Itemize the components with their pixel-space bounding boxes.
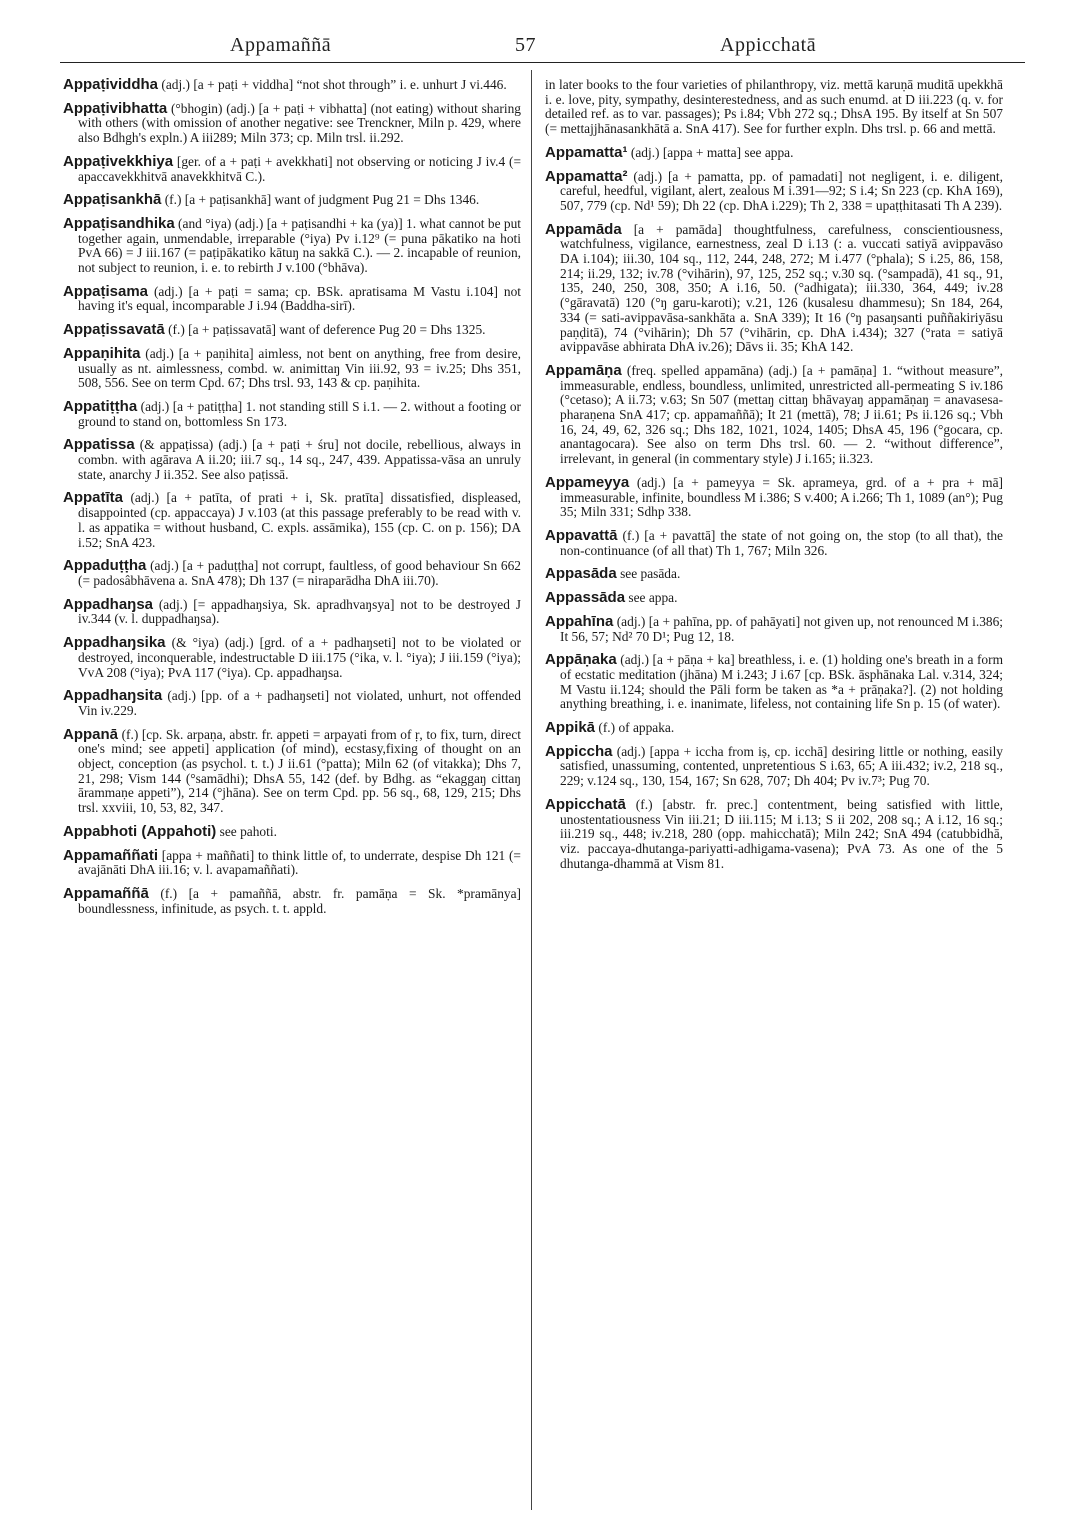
entry-headword: Appaṭivibhatta	[63, 99, 168, 117]
entry-definition: (adj.) [a + paṇihita] aimless, not bent on anything, free from desire, usually as nt. aimlessness, combd. w. animittaŋ Vin iii.92, 93 = iv.25; Dhs 351, 508, 556. See on term Cpd. 67; Dhs trsl. 93, 143 & cp. paṇihita.	[78, 345, 521, 391]
left-column	[63, 78, 521, 925]
entry-definition: [ger. of a + paṭi + avekkhati] not observing or noticing J iv.4 (= apaccavekkhitvā anavekkhitvā C.).	[78, 153, 521, 184]
entry-definition: (adj.) [a + pāṇa + ka] breathless, i. e. (1) holding one's breath in a form of ecstatic meditation (jhāna) M i.243; J i.67 [cp. BSk. āsphānaka Lal. v.314, 324; M Vastu ii.124; should the Pāli form be taken as *a + prāṇaka?]. (2) not holding anything breathing, i. e. inanimate, lifeless, not containing life Sn p. 15 (of water).	[560, 652, 1003, 712]
entry-headword: Appamaññā	[63, 884, 149, 902]
entry-definition: (adj.) [pp. of a + padhaŋseti] not violated, unhurt, not offended Vin iv.229.	[78, 688, 521, 718]
entry-headword: Appaduṭṭha	[63, 557, 147, 575]
entry-headword: Appamatta¹	[545, 143, 628, 161]
dictionary-entry	[545, 742, 1003, 789]
entry-headword: Appamaññati	[63, 846, 159, 864]
entry-definition: (f.) [a + paṭissavatā] want of deference Pug 20 = Dhs 1325.	[168, 322, 486, 338]
entry-headword: Appicchatā	[545, 795, 626, 813]
dictionary-entry	[63, 282, 521, 314]
entry-definition: (freq. spelled appamāna) (adj.) [a + pamāṇa] 1. “without measure”, immeasurable, endless, boundless, unlimited, unrestricted all-permeating S iv.186 (°cetaso); A ii.73; v.63; Sn 507 (mettaŋ cittaŋ bhāvayaŋ appamāṇaŋ = anavasesa-pharaṇena SnA 417; cp. appamaññā); It 21 (mettā), 78; J ii.61; Ps ii.126 sq.; Vbh 16, 24, 49, 62, 326 sq.; Dhs 182, 1021, 1024, 1405; DhsA 45, 196 (°gocara, cp. anantagocara). See also on term Dhs trsl. 60. — 2. “without difference”, irrelevant, in general (in commentary style) J i.165; ii.323.	[560, 362, 1003, 467]
right-column	[545, 78, 1003, 880]
dictionary-entry	[545, 612, 1003, 644]
entry-headword: Appaṭissavatā	[63, 321, 165, 339]
entry-headword: Appahīna	[545, 612, 614, 630]
entry-headword: Appatīta	[63, 489, 123, 507]
entry-headword: Appiccha	[545, 742, 613, 760]
entry-headword: Appatiṭṭha	[63, 397, 138, 415]
entry-headword: Appadhaŋsa	[63, 595, 154, 613]
entry-definition: (adj.) [a + paṭi + viddha] “not shot through” i. e. unhurt J vi.446.	[161, 77, 507, 92]
entry-headword: Appamāda	[545, 220, 622, 238]
dictionary-entry	[63, 323, 521, 338]
dictionary-entry	[63, 397, 521, 429]
header-left-guide-word: Appamaññā	[230, 34, 332, 56]
entry-definition: in later books to the four varieties of philanthropy, viz. mettā karuṇā muditā upekkhā i. e. love, pity, sympathy, desinterestedness, and as such enumd. at D iii.223 (q. v. for detailed ref. as to var. passages); Ps i.84; Vbh 272 sq.; DhsA 195. By itself at Sn 507 (= mettajjhānasankhātā a. SnA 417). See for further expln. Dhs trsl. p. 66 and mettā.	[545, 77, 1003, 137]
entry-definition: (f.) [cp. Sk. arpaṇa, abstr. fr. appeti = arpayati from of ṛ, to fix, turn, direct one's mind; see appeti] application (of mind), ecstasy,fixing of thought on an object, conception (as psychol. t. t.) J ii.61 (°patta); Miln 62 (of vitakka); Dhs 7, 21, 298; Vism 144 (°samādhi); DhsA 55, 142 (def. by Bdhg. as “ekaggaŋ cittaŋ ārammaṇe appeti”), 214 (°jhāna). See on term Cpd. pp. 56 sq., 68, 129, 215; Dhs trsl. xxviii, 10, 53, 82, 347.	[78, 726, 521, 816]
entry-definition: (adj.) [= appadhaŋsiya, Sk. apradhvaŋsya] not to be destroyed J iv.344 (v. l. duppadhaŋsa).	[78, 596, 521, 627]
entry-definition: (f.) [a + pavattā] the state of not going on, the stop (to all that), the non-continuance (of all that) Th 1, 767; Miln 326.	[560, 527, 1003, 558]
page-number: 57	[515, 34, 536, 56]
dictionary-entry	[545, 721, 1003, 736]
entry-definition: (adj.) [a + paṭi = sama; cp. BSk. apratisama M Vastu i.104] not having it's equal, incomparable J i.94 (Baddha-sirī).	[78, 283, 521, 314]
entry-definition: (adj.) [appa + iccha from iṣ, cp. icchā] desiring little or nothing, easily satisfied, unassuming, contented, unpretentious S i.63, 65; A iii.432; iv.2, 218 sq., 229; v.124 sq., 130, 154, 167; Sn 628, 707; Dh 404; Pv iv.7³; Pug 70.	[560, 743, 1003, 789]
entry-definition: (f.) of appaka.	[598, 720, 675, 736]
dictionary-entry	[63, 99, 521, 146]
entry-definition: (f.) [abstr. fr. prec.] contentment, being satisfied with little, unostentatiousness Vin iii.21; D iii.115; M i.13; S ii 202, 208 sq.; A i.12, 16 sq.; iii.219 sq., 448; iv.218, 280 (opp. mahicchatā); Miln 242; SnA 494 (catubbidhā, viz. paccaya-dhutanga-pariyatti-adhigama-vasena); PvA 73. As one of the 5 dhutanga-dhammā at Vism 81.	[560, 796, 1003, 871]
entry-definition: (& °iya) (adj.) [grd. of a + padhaŋseti] not to be violated or destroyed, inconquerable, indestructable D iii.175 (°ika, v. l. °iya); J iii.159 (°iya); VvA 208 (°iya); PvA 117 (°iya). Cp. appadhaŋsa.	[78, 635, 521, 680]
dictionary-entry	[545, 795, 1003, 872]
entry-headword: Appassāda	[545, 589, 626, 607]
dictionary-entry	[63, 344, 521, 391]
entry-headword: Appanā	[63, 725, 119, 743]
entry-headword: Appamāṇa	[545, 361, 622, 379]
entry-headword: Appaṭisama	[63, 282, 149, 300]
dictionary-entry	[545, 220, 1003, 355]
dictionary-entry	[545, 78, 1003, 137]
dictionary-entry	[63, 214, 521, 276]
entry-definition: (adj.) [a + patīta, of prati + i, Sk. pratīta] dissatisfied, displeased, disappointed (cp. appaccaya) J v.103 (at this passage preferably to be read with v. l. as appatika = without husband, C. expls. assāmika), 155 (cp. C. on p. 156); DA i.52; SnA 423.	[78, 490, 521, 550]
dictionary-entry	[63, 884, 521, 916]
page-header	[60, 34, 1020, 62]
entry-definition: (adj.) [a + pamatta, pp. of pamadati] not negligent, i. e. diligent, careful, heedful, vigilant, alert, zealous M i.391—92; S i.4; Sn 223 (cp. KhA 169), 507, 779 (cp. Nd¹ 59); Dh 22 (cp. DhA i.229); Th 2, 338 = upaṭṭhitasati Th A 239).	[560, 168, 1003, 213]
entry-headword: Appamatta²	[545, 167, 628, 185]
entry-definition: [a + pamāda] thoughtfulness, carefulness, conscientiousness, watchfulness, vigilance, earnestness, zeal D i.13 (: a. vuccati satiyā avippavāso DA i.104); iii.30, 104 sq., 112, 244, 248, 272; M i.477 (°phala); S i.25, 86, 158, 214; ii.29, 132; iv.78 (°vihārin), 97, 125, 252 sq.; v.30 sq. (°sampadā), 41 sq., 91, 135, 240, 250, 308, 350; A i.16, 50. (°adhigata); iii.330, 364, 449; iv.28 (°gāravatā) 120 (°ŋ garu-karoti); v.21, 126 (kusalesu dhammesu); Sn 184, 264, 334 (= sati-avippavāsa-sankhāta a. SnA 339); It 16 (°ŋ pasaŋsanti puññakiriyāsu paṇḍitā), 74 (°vihārin); Dh 57 (°vihārin, cp. DhA i.434); 327 (°rata = satiyā avippavāse abhirata DhA iv.26); Dāvs ii. 35; KhA 142.	[560, 221, 1003, 355]
entry-headword: Appāṇaka	[545, 651, 617, 669]
entry-headword: Appikā	[545, 719, 596, 737]
entry-definition: (adj.) [a + pahīna, pp. of pahāyati] not given up, not renounced M i.386; It 56, 57; Nd² 70 D¹; Pug 12, 18.	[560, 613, 1003, 644]
dictionary-entry	[63, 725, 521, 816]
dictionary-entry	[63, 78, 521, 93]
dictionary-entry	[545, 143, 1003, 161]
dictionary-entry	[545, 361, 1003, 467]
entry-definition: (adj.) [a + patiṭṭha] 1. not standing still S i.1. — 2. without a footing or ground to stand on, bottomless Sn 173.	[78, 398, 521, 429]
dictionary-entry	[63, 152, 521, 184]
entry-definition: see pahoti.	[219, 823, 277, 839]
dictionary-entry	[63, 559, 521, 588]
entry-definition: (f.) [a + pamaññā, abstr. fr. pamāṇa = Sk. *pramānya] boundlessness, infinitude, as psych. t. t. appld.	[78, 885, 521, 916]
dictionary-entry	[63, 846, 521, 878]
dictionary-entry	[545, 473, 1003, 520]
dictionary-entry	[545, 591, 1003, 606]
entry-headword: Appaṭisankhā	[63, 191, 162, 209]
dictionary-entry	[545, 526, 1003, 558]
dictionary-entry	[63, 595, 521, 627]
dictionary-entry	[63, 193, 521, 208]
entry-headword: Appadhaŋsika	[63, 634, 166, 652]
dictionary-entry	[545, 567, 1003, 582]
dictionary-entry	[63, 636, 521, 680]
entry-headword: Appabhoti (Appahoti)	[63, 822, 217, 840]
dictionary-entry	[63, 438, 521, 482]
dictionary-entry	[545, 653, 1003, 712]
column-divider	[531, 70, 532, 1510]
entry-headword: Appaṭividdha	[63, 76, 159, 93]
dictionary-entry	[545, 167, 1003, 214]
dictionary-entry	[63, 491, 521, 550]
entry-headword: Appaṇihita	[63, 344, 141, 362]
entry-definition: see appa.	[628, 590, 678, 606]
entry-definition: [appa + maññati] to think little of, to underrate, despise Dh 121 (= avajānāti DhA iii.16; v. l. avapamaññati).	[78, 847, 521, 878]
entry-definition: see pasāda.	[620, 566, 681, 582]
header-rule	[60, 62, 1025, 63]
entry-definition: (f.) [a + paṭisankhā] want of judgment Pug 21 = Dhs 1346.	[164, 192, 480, 208]
dictionary-entry	[63, 689, 521, 718]
entry-definition: (and °iya) (adj.) [a + paṭisandhi + ka (ya)] 1. what cannot be put together again, unmendable, irreparable (°iya) Pv i.12⁹ (= puna pākatiko na hoti PvA 66) = J iii.167 (= paṭipākatiko kātuŋ na sakkā C.). — 2. incapable of reunion, not subject to reunion, i. e. to rebirth J v.100 (°bhāva).	[78, 215, 521, 276]
entry-headword: Appaṭisandhika	[63, 214, 175, 232]
entry-headword: Appatissa	[63, 436, 135, 454]
entry-definition: (adj.) [a + paduṭṭha] not corrupt, faultless, of good behaviour Sn 662 (= padosâbhāvena a. SnA 478); Dh 137 (= niraparādha DhA iii.70).	[78, 558, 521, 588]
entry-definition: (adj.) [appa + matta] see appa.	[630, 144, 794, 160]
dictionary-entry	[63, 822, 521, 840]
entry-headword: Appadhaŋsita	[63, 687, 163, 705]
entry-definition: (& appaṭissa) (adj.) [a + paṭi + śru] not docile, rebellious, always in combn. with agārava A ii.20; iii.7 sq., 14 sq., 247, 439. Appatissa-vāsa an unruly state, anarchy J ii.352. See also paṭissā.	[78, 437, 521, 482]
entry-headword: Appaṭivekkhiya	[63, 152, 174, 170]
entry-definition: (adj.) [a + pameyya = Sk. aprameya, grd. of a + pra + mā] immeasurable, infinite, boundless M i.386; S v.400; A i.266; Th 1, 1089 (an°); Pug 35; Miln 331; Sdhp 338.	[560, 474, 1003, 520]
entry-headword: Appasāda	[545, 565, 617, 583]
entry-definition: (°bhogin) (adj.) [a + paṭi + vibhatta] (not eating) without sharing with others (with omission of another negative: see Trenckner, Miln p. 429, where also Bdhgh's expln.) A iii289; Miln 373; cp. Miln trsl. ii.292.	[78, 100, 521, 146]
header-right-guide-word: Appicchatā	[720, 34, 817, 56]
entry-headword: Appavattā	[545, 526, 618, 544]
entry-headword: Appameyya	[545, 473, 630, 491]
